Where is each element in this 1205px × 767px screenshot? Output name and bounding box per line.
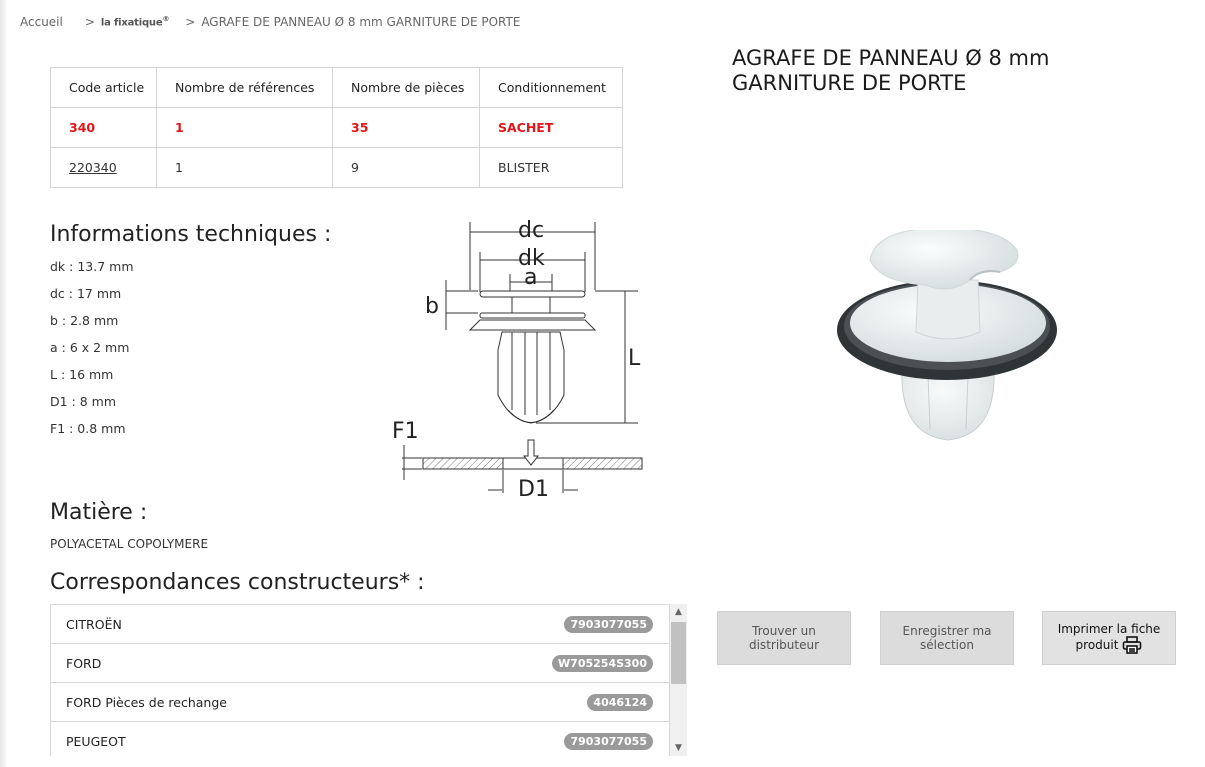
- list-item: [51, 683, 669, 722]
- label-b: b: [425, 294, 439, 319]
- cell-pieces: 9: [333, 148, 480, 188]
- maker-name: FORD Pièces de rechange: [66, 694, 227, 710]
- print-sheet-row: [1076, 636, 1143, 654]
- save-selection-button[interactable]: [880, 611, 1014, 665]
- list-item: [51, 644, 669, 683]
- material-title: Matière :: [50, 500, 148, 525]
- label-a: a: [524, 265, 538, 290]
- header-nombre-pieces: Nombre de pièces: [333, 68, 480, 108]
- product-photo: [830, 230, 1065, 445]
- breadcrumb: [20, 15, 520, 29]
- oem-ref-badge: W705254S300: [552, 655, 653, 672]
- header-conditionnement: Conditionnement: [480, 68, 623, 108]
- cell-refs: 1: [157, 108, 333, 148]
- printer-icon: [1122, 636, 1142, 654]
- header-nombre-references: Nombre de références: [157, 68, 333, 108]
- print-sheet-button[interactable]: [1042, 611, 1176, 665]
- product-title-line1: AGRAFE DE PANNEAU Ø 8 mm: [732, 46, 1050, 70]
- label-L: L: [628, 346, 641, 371]
- cell-code-link[interactable]: 220340: [51, 148, 157, 188]
- cell-refs: 1: [157, 148, 333, 188]
- breadcrumb-current: AGRAFE DE PANNEAU Ø 8 mm GARNITURE DE PORTE: [201, 15, 521, 29]
- scrollbar-thumb[interactable]: [671, 622, 686, 684]
- oem-ref-badge: 7903077055: [564, 616, 653, 633]
- label-dc: dc: [518, 218, 545, 243]
- breadcrumb-brand[interactable]: [101, 15, 169, 28]
- find-distributor-line2: distributeur: [748, 638, 820, 652]
- list-item: [51, 722, 669, 756]
- maker-name: CITROËN: [66, 616, 122, 632]
- breadcrumb-separator: >: [185, 15, 196, 29]
- material-value: POLYACETAL COPOLYMERE: [50, 537, 209, 551]
- reference-table: [50, 67, 623, 188]
- spec-item: dc : 17 mm: [50, 286, 122, 301]
- chevron-up-icon[interactable]: ▲: [675, 607, 682, 617]
- spec-list: [50, 258, 134, 447]
- product-title: [732, 46, 1152, 96]
- cell-pieces: 35: [333, 108, 480, 148]
- breadcrumb-brand-text: la fixatique: [100, 17, 163, 29]
- save-selection-line1: Enregistrer ma: [902, 624, 992, 638]
- breadcrumb-home[interactable]: Accueil: [20, 15, 63, 29]
- find-distributor-button[interactable]: [717, 611, 851, 665]
- maker-name: FORD: [66, 655, 102, 671]
- oem-ref-badge: 4046124: [587, 694, 653, 711]
- spec-item: F1 : 0.8 mm: [50, 421, 126, 436]
- correspondences-title: Correspondances constructeurs* :: [50, 570, 425, 595]
- find-distributor-line1: Trouver un: [752, 624, 816, 638]
- spec-item: L : 16 mm: [50, 367, 114, 382]
- label-dk: dk: [518, 246, 545, 271]
- table-row: [51, 148, 623, 188]
- header-code-article: Code article: [51, 68, 157, 108]
- registered-mark: ®: [162, 15, 170, 24]
- spec-item: dk : 13.7 mm: [50, 259, 134, 274]
- scrollbar[interactable]: [670, 604, 687, 756]
- print-sheet-line1: Imprimer la fiche: [1057, 622, 1161, 636]
- product-title-line2: GARNITURE DE PORTE: [732, 71, 967, 95]
- left-edge-shadow: [0, 0, 6, 767]
- technical-drawing: [380, 210, 650, 500]
- save-selection-line2: sélection: [920, 638, 974, 652]
- table-header-row: [51, 68, 623, 108]
- spec-item: D1 : 8 mm: [50, 394, 117, 409]
- chevron-down-icon[interactable]: ▼: [675, 743, 682, 753]
- correspondences-list-box[interactable]: [50, 604, 687, 756]
- spec-item: b : 2.8 mm: [50, 313, 119, 328]
- cell-pack: BLISTER: [480, 148, 623, 188]
- print-sheet-line2: produit: [1075, 638, 1119, 652]
- label-D1: D1: [518, 477, 549, 500]
- maker-name: PEUGEOT: [66, 733, 126, 749]
- label-F1: F1: [392, 419, 419, 444]
- list-item: [51, 605, 669, 644]
- cell-code: 340: [51, 108, 157, 148]
- oem-ref-badge: 7903077055: [564, 733, 653, 750]
- spec-item: a : 6 x 2 mm: [50, 340, 130, 355]
- table-row: [51, 108, 623, 148]
- breadcrumb-separator: >: [84, 15, 95, 29]
- correspondences-list: [50, 604, 670, 756]
- tech-info-title: Informations techniques :: [50, 222, 332, 247]
- cell-pack: SACHET: [480, 108, 623, 148]
